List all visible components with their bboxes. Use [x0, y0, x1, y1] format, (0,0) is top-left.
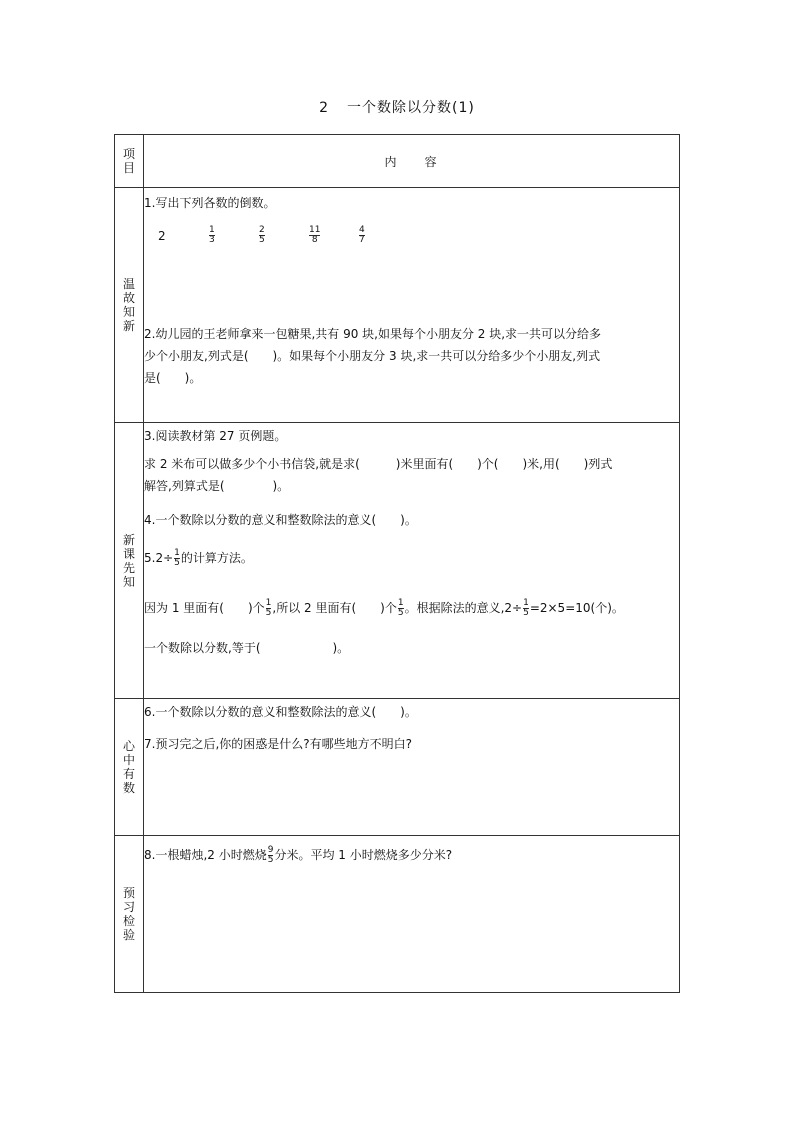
section-reflect: 心中有数 — [115, 699, 144, 836]
question-1: 1.写出下列各数的倒数。 — [144, 196, 276, 210]
reciprocal-item: $\frac{1}{3}$ — [209, 225, 215, 245]
reciprocal-item: $\frac{11}{8}$ — [309, 225, 321, 245]
reciprocal-item: $\frac{2}{5}$ — [259, 225, 265, 245]
worksheet-table — [114, 134, 680, 993]
question-2: 2.幼儿园的王老师拿来一包糖果,共有 90 块,如果每个小朋友分 2 块,求一共可以分给多 少个小朋友,列式是( )。如果每个小朋友分 3 块,求一共可以分给多少个小朋友,列式 是( )。 — [144, 327, 602, 385]
question-5-summary: 一个数除以分数,等于( )。 — [144, 641, 350, 655]
header-content-cell: 内 容 — [144, 135, 680, 188]
section-review: 温故知新 — [115, 188, 144, 423]
new-content — [144, 423, 680, 699]
question-7: 7.预习完之后,你的困惑是什么?有哪些地方不明白? — [144, 737, 413, 751]
question-4: 4.一个数除以分数的意义和整数除法的意义( )。 — [144, 513, 417, 527]
check-content — [144, 836, 680, 993]
question-5-explain: 因为 1 里面有( )个 $\frac{1}{5}$ ,所以 2 里面有( )个 $\frac{1}{5}$ 。根据除法的意义,2÷ $\frac{1}{5}$ =2×5=10(个)。 — [144, 598, 624, 618]
question-8: 8.一根蜡烛,2 小时燃烧 $\frac{9}{5}$ 分米。平均 1 小时燃烧多少分米? — [144, 845, 453, 865]
question-5: 5.2÷ $\frac{1}{5}$ 的计算方法。 — [144, 548, 253, 568]
section-check: 预习检验 — [115, 836, 144, 993]
question-3-title: 3.阅读教材第 27 页例题。 — [144, 429, 287, 443]
section-new: 新课先知 — [115, 423, 144, 699]
reciprocal-list — [144, 226, 679, 245]
reciprocal-item: 2 — [158, 228, 166, 243]
page-title: 2 一个数除以分数(1) — [319, 100, 475, 116]
reciprocal-item: $\frac{4}{7}$ — [359, 225, 365, 245]
review-content — [144, 188, 680, 423]
reflect-content — [144, 699, 680, 836]
header-item-cell: 项目 — [115, 135, 144, 188]
question-6: 6.一个数除以分数的意义和整数除法的意义( )。 — [144, 705, 417, 719]
question-3-body: 求 2 米布可以做多少个小书信袋,就是求( )米里面有( )个( )米,用( )列式 解答,列算式是( )。 — [144, 457, 613, 493]
